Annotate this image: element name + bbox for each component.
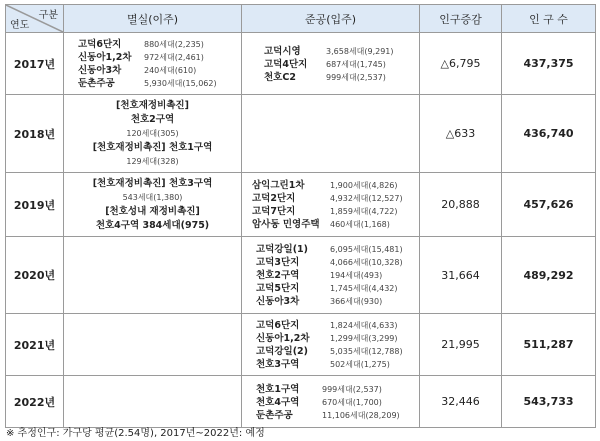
- list-item: [천호재정비촉진]: [116, 100, 189, 111]
- list-item: [천호재정비촉진] 천호3구역: [92, 178, 213, 189]
- table-row-2019: [6, 173, 596, 237]
- list-item: [천호재정비촉진] 천호1구역: [92, 142, 213, 153]
- header-population: 인 구 수: [502, 5, 596, 33]
- population-cell: 437,375: [502, 33, 596, 95]
- header-demolition: 멸실(이주): [64, 5, 242, 33]
- population-cell: 543,733: [502, 376, 596, 428]
- year-cell: 2021년: [6, 314, 64, 376]
- population-cell: 489,292: [502, 237, 596, 314]
- list-item: 삼익그린1차 1,900세대(4,826): [252, 180, 398, 191]
- pop-change-cell: 32,446: [420, 376, 502, 428]
- list-item: 천호4구역 384세대(975): [95, 220, 210, 231]
- population-cell: 457,626: [502, 173, 596, 237]
- completion-cell: [242, 376, 420, 428]
- year-cell: 2019년: [6, 173, 64, 237]
- year-cell: 2022년: [6, 376, 64, 428]
- list-item: 신동아1,2차 972세대(2,461): [78, 52, 204, 63]
- list-item: 천호3구역 502세대(1,275): [256, 359, 390, 370]
- list-item: 고덕시영 3,658세대(9,291): [264, 45, 394, 57]
- list-item: [천호성내 재정비촉진]: [105, 206, 200, 217]
- completion-cell: [242, 314, 420, 376]
- table-row-2018: [6, 95, 596, 173]
- list-item: 신동아1,2차 1,299세대(3,299): [256, 333, 398, 344]
- list-item: 신동아3차 366세대(930): [256, 296, 383, 307]
- table-row-2017: [6, 33, 596, 95]
- list-item: 신동아3차 240세대(610): [78, 65, 197, 76]
- list-item: 고덕4단지 687세대(1,745): [264, 58, 386, 70]
- list-item: 천호C2 999세대(2,537): [264, 71, 386, 83]
- list-item: 암사동 민영주택 460세대(1,168): [252, 219, 390, 230]
- year-cell: 2020년: [6, 237, 64, 314]
- year-cell: 2017년: [6, 33, 64, 95]
- demolition-cell: [64, 95, 242, 173]
- list-item: 천호2구역 194세대(493): [256, 270, 383, 281]
- pop-change-cell: 31,664: [420, 237, 502, 314]
- pop-change-cell: 20,888: [420, 173, 502, 237]
- list-item: 고덕2단지 4,932세대(12,527): [252, 193, 403, 204]
- list-item: 둔촌주공 5,930세대(15,062): [78, 78, 217, 89]
- year-cell: 2018년: [6, 95, 64, 173]
- list-item: 천호4구역 670세대(1,700): [256, 396, 382, 408]
- list-item: 둔촌주공 11,106세대(28,209): [256, 409, 400, 421]
- list-item: 120세대(305): [126, 129, 179, 138]
- demolition-cell: [64, 237, 242, 314]
- list-item: 고덕7단지 1,859세대(4,722): [252, 206, 398, 217]
- completion-cell: [242, 33, 420, 95]
- demolition-cell: [64, 33, 242, 95]
- table-row-2021: [6, 314, 596, 376]
- completion-cell: [242, 237, 420, 314]
- list-item: 고덕6단지 1,824세대(4,633): [256, 320, 398, 331]
- header-row: [6, 5, 596, 33]
- pop-change-cell: △633: [420, 95, 502, 173]
- completion-cell: [242, 173, 420, 237]
- population-table: [5, 4, 596, 428]
- list-item: 고덕5단지 1,745세대(4,432): [256, 283, 398, 294]
- list-item: 고덕강일(1) 6,095세대(15,481): [256, 244, 403, 255]
- demolition-cell: [64, 376, 242, 428]
- footnote: ※ 추정인구: 가구당 평균(2.54명), 2017년~2022년: 예정: [6, 428, 265, 439]
- list-item: 천호1구역 999세대(2,537): [256, 383, 382, 395]
- population-cell: 436,740: [502, 95, 596, 173]
- list-item: 129세대(328): [126, 157, 179, 166]
- corner-bottom-label: 연도: [10, 20, 30, 31]
- pop-change-cell: △6,795: [420, 33, 502, 95]
- demolition-cell: [64, 173, 242, 237]
- list-item: 고덕강일(2) 5,035세대(12,788): [256, 346, 403, 357]
- header-corner: [6, 5, 64, 33]
- table-row-2020: [6, 237, 596, 314]
- list-item: 천호2구역: [130, 114, 175, 125]
- table-row-2022: [6, 376, 596, 428]
- list-item: 543세대(1,380): [122, 193, 183, 202]
- corner-top-label: 구분: [38, 10, 58, 21]
- list-item: 고덕6단지 880세대(2,235): [78, 39, 204, 50]
- header-completion: 준공(입주): [242, 5, 420, 33]
- header-pop-change: 인구증감: [420, 5, 502, 33]
- list-item: 고덕3단지 4,066세대(10,328): [256, 257, 403, 268]
- completion-cell: [242, 95, 420, 173]
- pop-change-cell: 21,995: [420, 314, 502, 376]
- demolition-cell: [64, 314, 242, 376]
- population-cell: 511,287: [502, 314, 596, 376]
